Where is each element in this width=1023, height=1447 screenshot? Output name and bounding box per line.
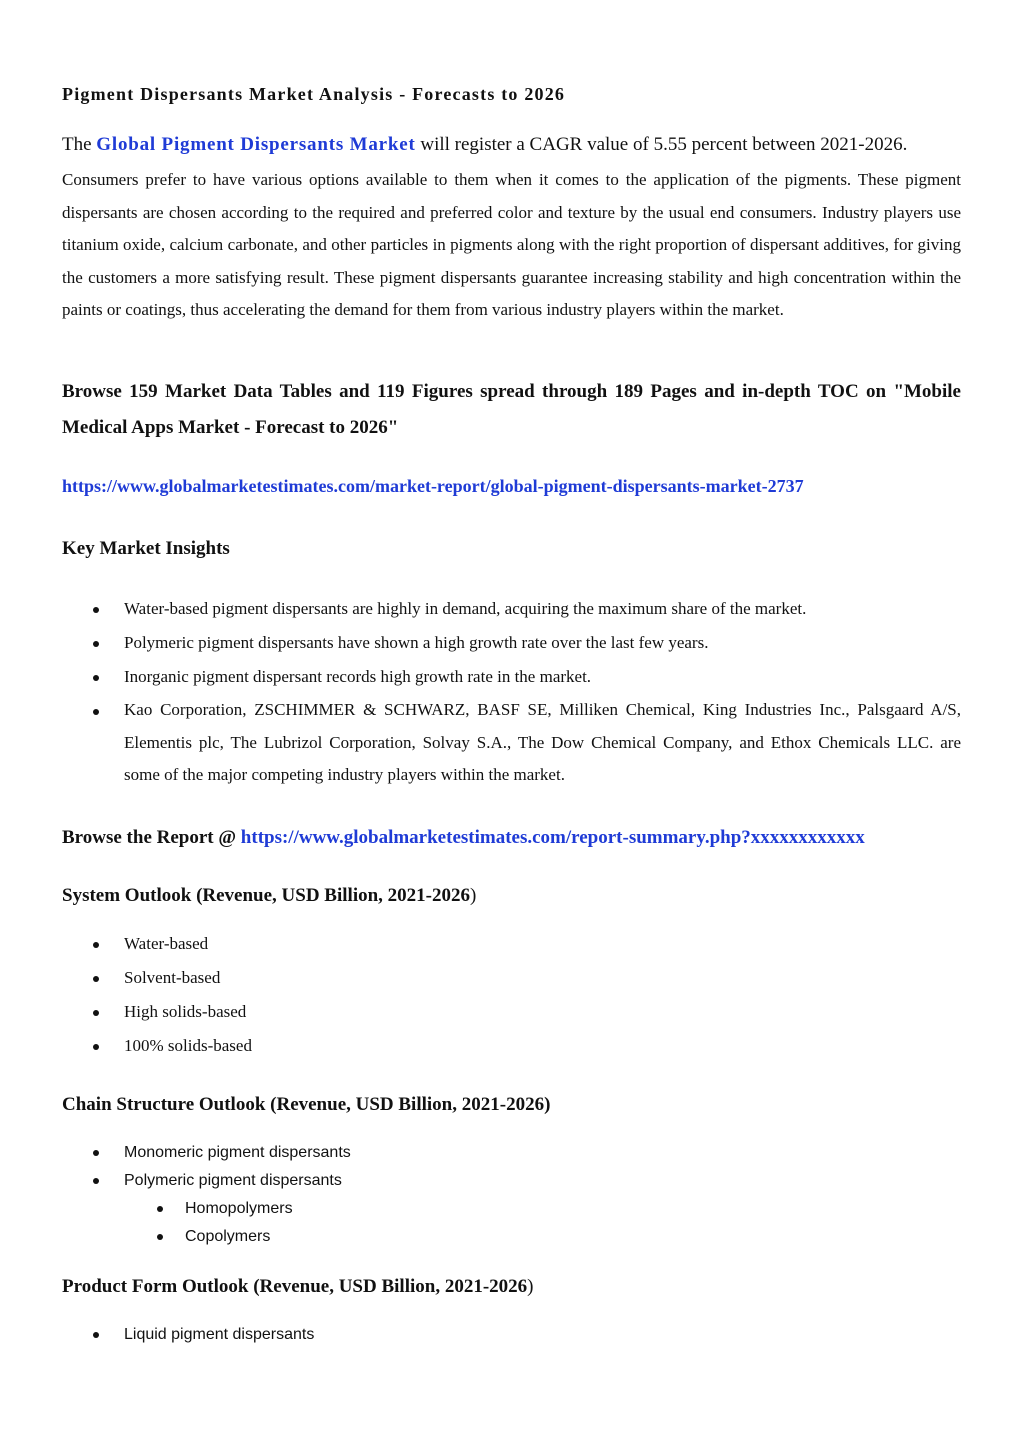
product-form-heading: Product Form Outlook (Revenue, USD Billion, 2021-2026) (62, 1276, 534, 1297)
report-summary-link[interactable]: https://www.globalmarketestimates.com/report-summary.php?xxxxxxxxxxxx (240, 827, 865, 848)
page-title: Pigment Dispersants Market Analysis - Forecasts to 2026 (62, 84, 566, 104)
list-item: High solids-based (0, 995, 961, 1029)
bullet-icon (93, 607, 99, 613)
product-form-list (0, 1321, 314, 1349)
bullet-icon (93, 976, 99, 982)
list-item: Liquid pigment dispersants (0, 1321, 314, 1349)
bullet-icon (93, 675, 99, 681)
bullet-icon (157, 1206, 163, 1212)
bullet-icon (157, 1234, 163, 1240)
list-item: 100% solids-based (0, 1029, 961, 1063)
intro-suffix: will register a CAGR value of 5.55 percent between 2021-2026. (420, 134, 908, 155)
browse-report-label: Browse the Report @ (62, 827, 237, 848)
list-item: Water-based (0, 927, 961, 961)
sub-list-item: Homopolymers (0, 1195, 351, 1223)
key-insights-heading: Key Market Insights (62, 538, 230, 559)
list-item: Water-based pigment dispersants are highly in demand, acquiring the maximum share of the market. (0, 592, 961, 626)
bullet-icon (93, 1044, 99, 1050)
browse-report-line (62, 827, 962, 849)
intro-prefix: The (62, 134, 92, 155)
list-item: Kao Corporation, ZSCHIMMER & SCHWARZ, BASF SE, Milliken Chemical, King Industries Inc., Palsgaard A/S, Elementis plc, The Lubrizol Corporation, Solvay S.A., The Dow Chemical Company, and Ethox Chemicals LLC. are some of the major competing industry players within the market. (0, 694, 961, 792)
list-item: Inorganic pigment dispersant records high growth rate in the market. (0, 660, 961, 694)
bullet-icon (93, 942, 99, 948)
sub-list-item: Copolymers (0, 1223, 351, 1251)
list-item: Polymeric pigment dispersants (0, 1167, 351, 1195)
list-item: Polymeric pigment dispersants have shown a high growth rate over the last few years. (0, 626, 961, 660)
chain-structure-list (0, 1139, 351, 1251)
system-outlook-list (0, 927, 961, 1063)
intro-sentence (62, 130, 962, 160)
market-link[interactable]: Global Pigment Dispersants Market (96, 134, 416, 155)
bullet-icon (93, 1332, 99, 1338)
bullet-icon (93, 1178, 99, 1184)
bullet-icon (93, 641, 99, 647)
key-insights-list (0, 592, 961, 792)
system-outlook-heading: System Outlook (Revenue, USD Billion, 2021-2026) (62, 885, 477, 906)
chain-structure-heading: Chain Structure Outlook (Revenue, USD Billion, 2021-2026) (62, 1094, 551, 1115)
browse-tables-text: Browse 159 Market Data Tables and 119 Figures spread through 189 Pages and in-depth TOC on "Mobile Medical Apps Market - Forecast to 2026" (62, 381, 961, 438)
bullet-icon (93, 709, 99, 715)
bullet-icon (93, 1010, 99, 1016)
list-item: Solvent-based (0, 961, 961, 995)
list-item: Monomeric pigment dispersants (0, 1139, 351, 1167)
intro-paragraph: Consumers prefer to have various options available to them when it comes to the application of the pigments. These pigment dispersants are chosen according to the required and preferred color and texture by the usual end consumers. Industry players use titanium oxide, calcium carbonate, and other particles in pigments along with the right proportion of dispersant additives, for giving the customers a more satisfying result. These pigment dispersants guarantee increasing stability and high concentration within the paints or coatings, thus accelerating the demand for them from various industry players within the market. (62, 170, 961, 320)
report-url-link[interactable]: https://www.globalmarketestimates.com/market-report/global-pigment-dispersants-market-2737 (62, 476, 804, 496)
bullet-icon (93, 1150, 99, 1156)
